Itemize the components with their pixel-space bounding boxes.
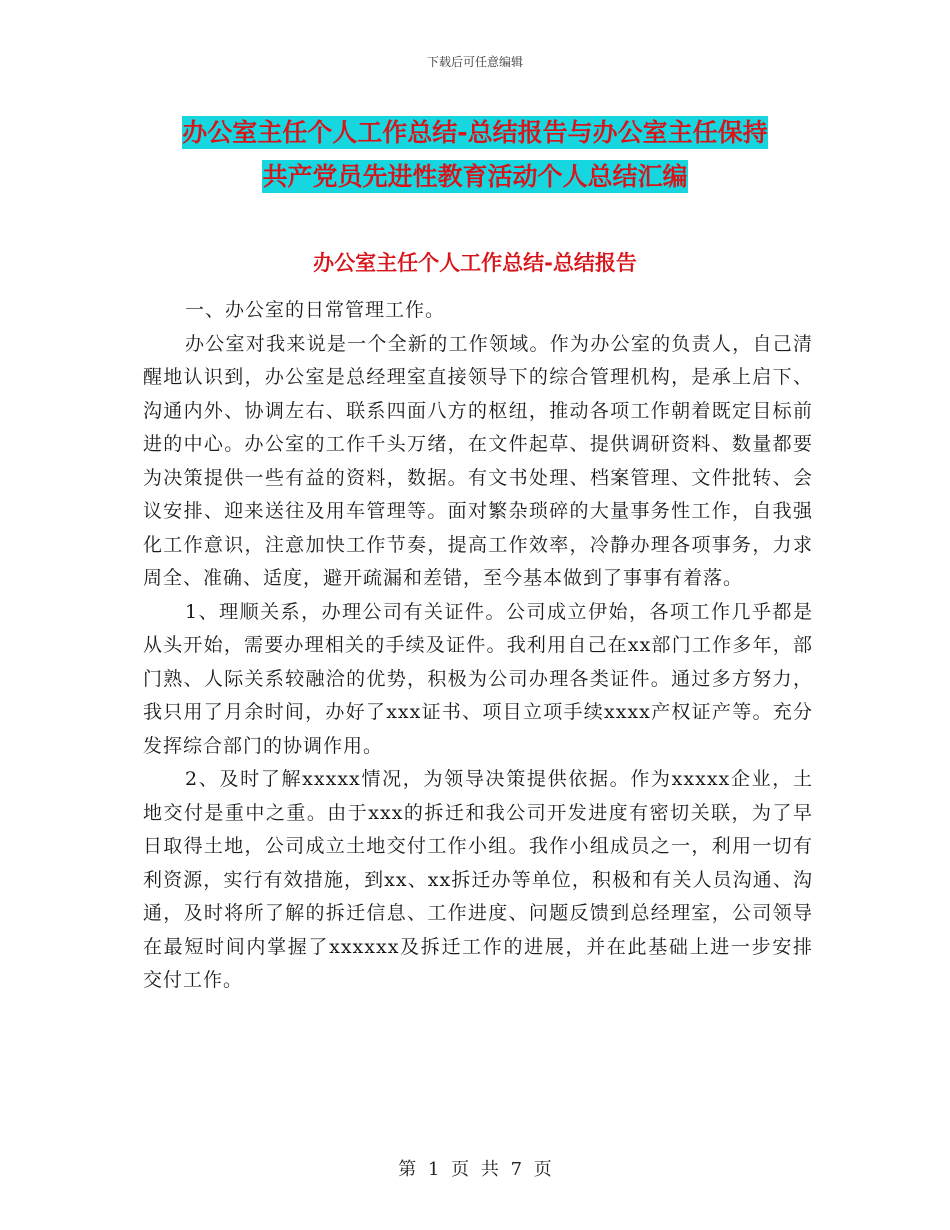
document-body (143, 294, 813, 998)
title-line-1: 办公室主任个人工作总结-总结报告与办公室主任保持 (182, 118, 768, 147)
paragraph: 2、及时了解xxxxx情况，为领导决策提供依据。作为xxxxx企业，土地交付是重中之重。由于xxx的拆迁和我公司开发进度有密切关联，为了早日取得土地，公司成立土地交付工作小组。我作小组成员之一，利用一切有利资源，实行有效措施，到xx、xx拆迁办等单位，积极和有关人员沟通、沟通，及时将所了解的拆迁信息、工作进度、问题反馈到总经理室，公司领导在最短时间内掌握了xxxxxx及拆迁工作的进展，并在此基础上进一步安排交付工作。 (143, 768, 813, 991)
section-title: 办公室主任个人工作总结-总结报告 (313, 251, 637, 275)
paragraph: 1、理顺关系，办理公司有关证件。公司成立伊始，各项工作几乎都是从头开始，需要办理相关的手续及证件。我利用自己在xx部门工作多年，部门熟、人际关系较融洽的优势，积极为公司办理各类证件。通过多方努力，我只用了月余时间，办好了xxx证书、项目立项手续xxxx产权证产等。充分发挥综合部门的协调作用。 (143, 600, 813, 757)
header-note: 下载后可任意编辑 (426, 55, 523, 69)
title-line-2: 共产党员先进性教育活动个人总结汇编 (262, 162, 688, 191)
document-title (0, 111, 950, 199)
paragraph: 办公室对我来说是一个全新的工作领域。作为办公室的负责人，自己清醒地认识到，办公室是总经理室直接领导下的综合管理机构，是承上启下、沟通内外、协调左右、联系四面八方的枢纽，推动各项工作朝着既定目标前进的中心。办公室的工作千头万绪，在文件起草、提供调研资料、数量都要为决策提供一些有益的资料，数据。有文书处理、档案管理、文件批转、会议安排、迎来送往及用车管理等。面对繁杂琐碎的大量事务性工作，自我强化工作意识，注意加快工作节奏，提高工作效率，冷静办理各项事务，力求周全、准确、适度，避开疏漏和差错，至今基本做到了事事有着落。 (143, 332, 813, 589)
paragraph: 一、办公室的日常管理工作。 (185, 299, 446, 321)
page-footer: 第 1 页 共 7 页 (398, 1159, 552, 1180)
